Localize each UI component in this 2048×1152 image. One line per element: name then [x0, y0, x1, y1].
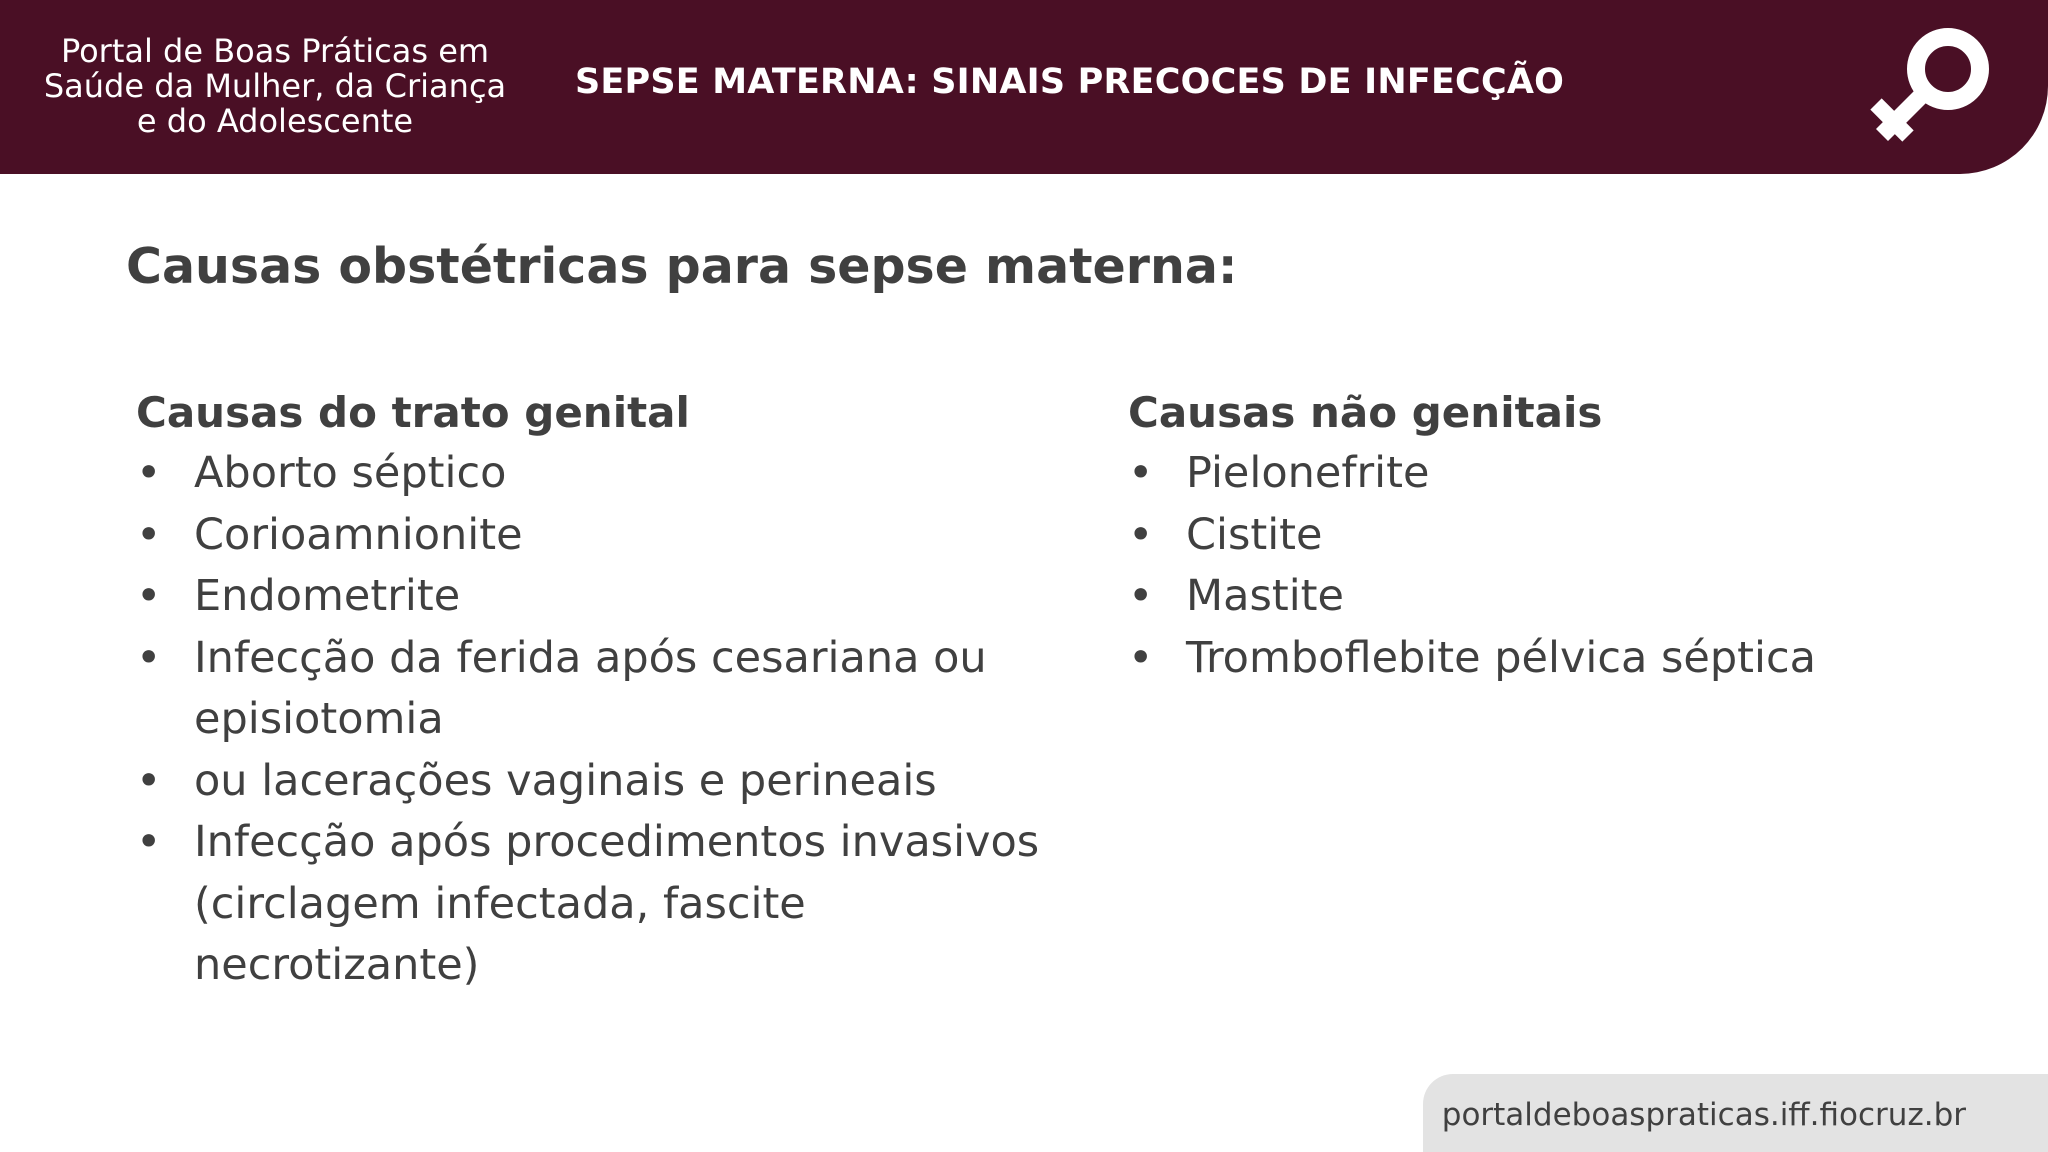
- portal-name-line-2: Saúde da Mulher, da Criança: [43, 67, 507, 105]
- list-item: [1128, 505, 2008, 567]
- list-item: [136, 751, 1096, 813]
- list-item-text: Mastite: [1186, 571, 1344, 621]
- bullet-icon: •: [136, 817, 162, 867]
- bullet-icon: •: [1128, 571, 1154, 621]
- bullet-icon: •: [136, 571, 162, 621]
- list-item: [136, 566, 1096, 628]
- bullet-icon: •: [1128, 632, 1154, 683]
- list-item-text: Infecção após procedimentos invasivos: [194, 817, 1040, 867]
- genital-causes-list: [136, 443, 1096, 997]
- list-item: [1128, 443, 2008, 505]
- list-item-text: ou lacerações vaginais e perineais: [194, 755, 937, 806]
- list-item: [136, 628, 1096, 751]
- list-item-text: Pielonefrite: [1186, 448, 1430, 498]
- portal-name-line-1: Portal de Boas Práticas em: [60, 32, 490, 70]
- slide-topic: SEPSE MATERNA: SINAIS PRECOCES DE INFECÇÃO: [575, 62, 1565, 102]
- female-symbol-icon: [1868, 22, 1998, 148]
- bullet-icon: •: [136, 755, 162, 806]
- list-item-text: episiotomia: [194, 694, 444, 744]
- list-item-text: Tromboflebite pélvica séptica: [1186, 632, 1816, 683]
- list-item-text: Corioamnionite: [194, 509, 523, 560]
- list-item: [136, 812, 1096, 997]
- portal-name-line-3: e do Adolescente: [136, 102, 414, 140]
- footer-url: portaldeboaspraticas.iff.fiocruz.br: [1441, 1097, 1966, 1133]
- list-item-text: Infecção da ferida após cesariana ou: [194, 632, 987, 683]
- non-genital-causes-heading: Causas não genitais: [1128, 388, 1603, 437]
- genital-causes-heading: Causas do trato genital: [136, 388, 690, 437]
- bullet-icon: •: [136, 509, 162, 560]
- list-item-text: Cistite: [1186, 509, 1323, 560]
- non-genital-causes-column: [1128, 382, 2008, 689]
- list-item: [136, 505, 1096, 567]
- bullet-icon: •: [136, 632, 162, 683]
- portal-name: [40, 34, 510, 139]
- list-item: [1128, 566, 2008, 628]
- list-item: [136, 443, 1096, 505]
- non-genital-causes-list: [1128, 443, 2008, 689]
- list-item-text: Aborto séptico: [194, 448, 507, 498]
- list-item-text: (circlagem infectada, fascite necrotizante): [194, 878, 806, 990]
- bullet-icon: •: [1128, 448, 1154, 498]
- bullet-icon: •: [1128, 509, 1154, 560]
- slide-heading: Causas obstétricas para sepse materna:: [126, 238, 1238, 295]
- header-bar: [0, 0, 2048, 174]
- list-item: [1128, 628, 2008, 690]
- genital-causes-column: [136, 382, 1096, 997]
- bullet-icon: •: [136, 448, 162, 498]
- list-item-text: Endometrite: [194, 571, 461, 621]
